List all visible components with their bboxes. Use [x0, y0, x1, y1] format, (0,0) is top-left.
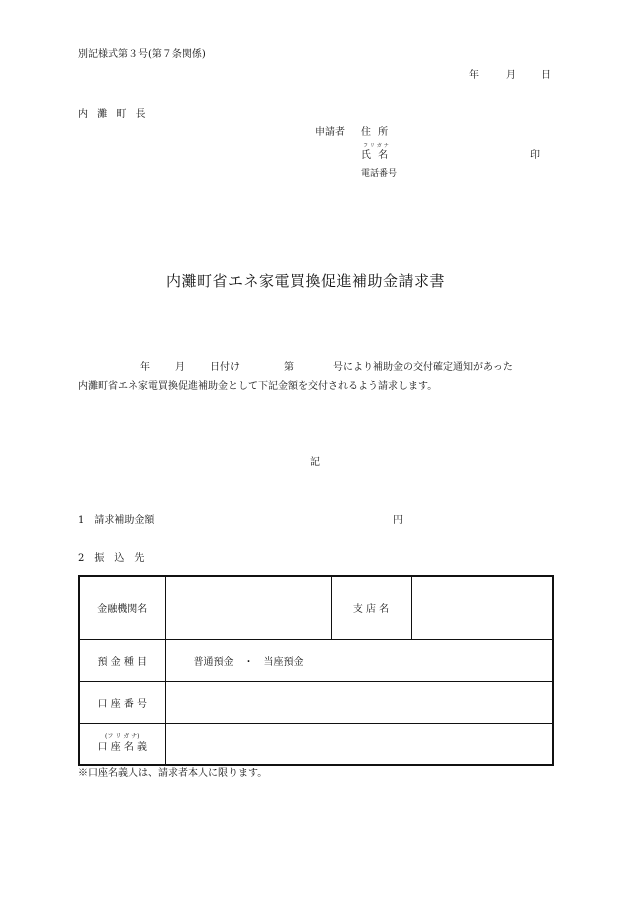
holder-furigana-label: (フ リ ガ ナ) — [105, 733, 140, 741]
deposit-type-label: 預 金 種 目 — [79, 639, 165, 681]
branch-label: 支 店 名 — [331, 576, 411, 639]
address-label: 住 所 — [361, 127, 391, 138]
body-line1-text: 号により補助金の交付確定通知があった — [333, 362, 513, 373]
furigana-label: フリガナ — [363, 143, 391, 149]
addressee: 内 灘 町 長 — [78, 109, 149, 120]
ki-marker: 記 — [310, 457, 320, 468]
bank-transfer-table — [78, 575, 554, 766]
form-reference: 別記様式第３号(第７条関係) — [78, 49, 206, 60]
footnote: ※口座名義人は、請求者本人に限ります。 — [78, 768, 268, 779]
holder-label: 口 座 名 義 — [97, 742, 148, 754]
branch-value-cell[interactable] — [411, 576, 553, 639]
date-month-label: 月 — [506, 70, 516, 81]
date-year-label: 年 — [469, 70, 479, 81]
body-month: 月 — [175, 362, 185, 373]
applicant-label: 申請者 — [315, 127, 345, 138]
phone-label: 電話番号 — [361, 169, 398, 179]
account-holder-value-cell[interactable] — [165, 723, 553, 765]
body-year: 年 — [140, 362, 150, 373]
account-holder-label-cell — [79, 723, 165, 765]
item1-label: 1 請求補助金額 — [78, 515, 155, 526]
institution-label: 金融機関名 — [79, 576, 165, 639]
item1-unit: 円 — [393, 515, 403, 526]
account-number-row — [79, 681, 553, 723]
body-dated: 日付け — [210, 362, 240, 373]
deposit-type-row — [79, 639, 553, 681]
item2-label: 2 振 込 先 — [78, 553, 145, 564]
deposit-type-value[interactable]: 普通預金 ・ 当座預金 — [165, 639, 553, 681]
account-holder-row — [79, 723, 553, 765]
account-number-label: 口 座 番 号 — [79, 681, 165, 723]
institution-row — [79, 576, 553, 639]
body-line2: 内灘町省エネ家電買換促進補助金として下記金額を交付されるよう請求します。 — [78, 381, 438, 392]
account-number-value-cell[interactable] — [165, 681, 553, 723]
date-day-label: 日 — [541, 70, 551, 81]
document-title: 内灘町省エネ家電買換促進補助金請求書 — [166, 272, 446, 290]
seal-label: 印 — [530, 150, 540, 161]
body-number-prefix: 第 — [284, 362, 294, 373]
name-label: 氏 名 — [361, 150, 391, 161]
institution-value-cell[interactable] — [165, 576, 331, 639]
